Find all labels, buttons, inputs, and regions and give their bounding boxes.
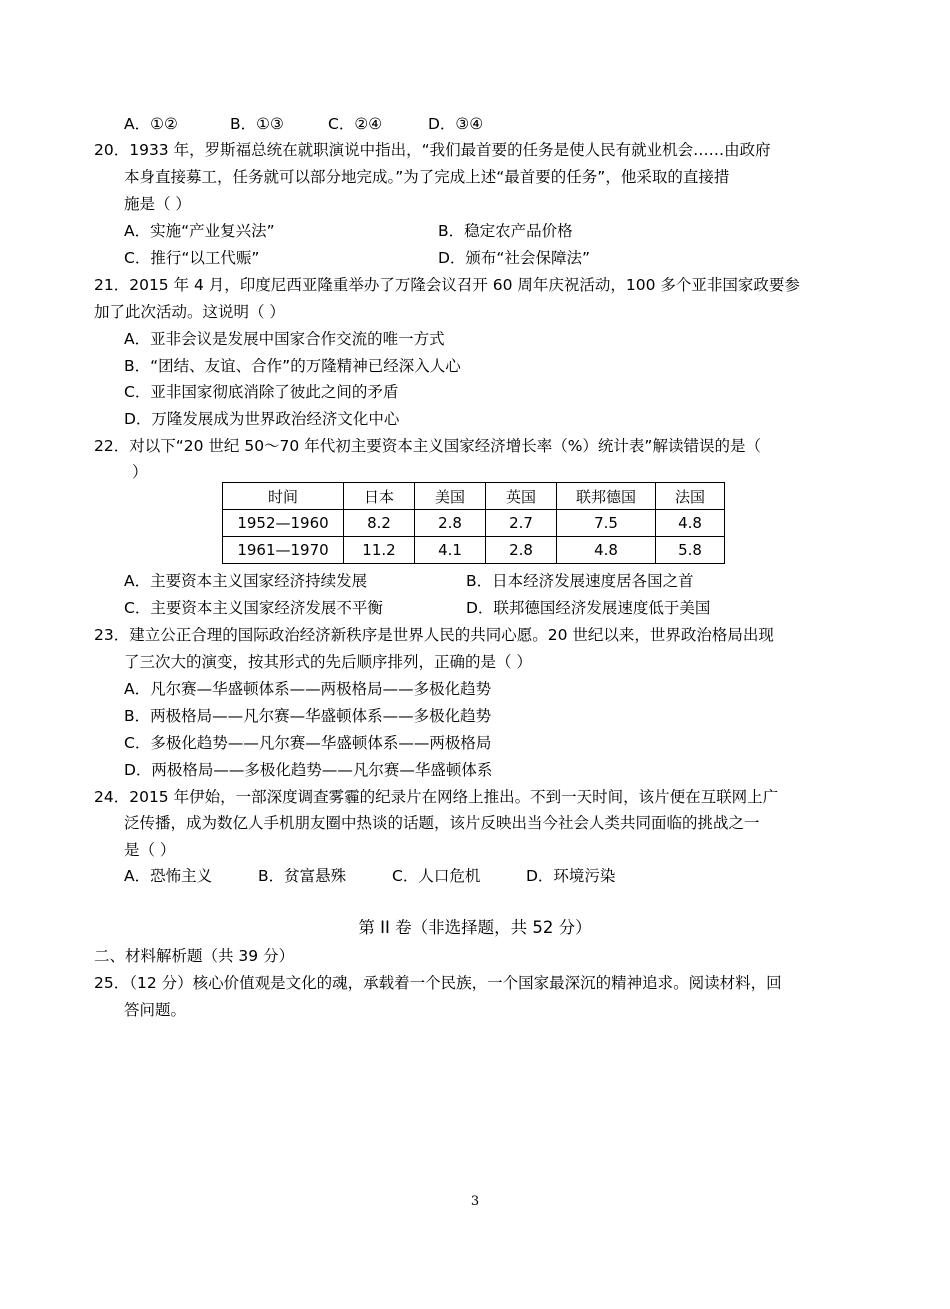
- q24-option-a: A．恐怖主义: [124, 867, 213, 885]
- q21-option-a: A．亚非会议是发展中国家合作交流的唯一方式: [124, 330, 445, 348]
- part-heading: 二、材料解析题（共 39 分）: [94, 947, 295, 965]
- q21-option-b: B．“团结、友谊、合作”的万隆精神已经深入人心: [124, 357, 461, 375]
- q21-stem-line-1: 21．2015 年 4 月，印度尼西亚隆重举办了万隆会议召开 60 周年庆祝活动，100 多个亚非国家政要参: [94, 276, 800, 294]
- table-cell: 2.8: [486, 537, 557, 564]
- table-cell: 5.8: [656, 537, 725, 564]
- table-header-cell: 法国: [656, 483, 725, 510]
- table-cell: 2.7: [486, 510, 557, 537]
- table-cell: 4.1: [415, 537, 486, 564]
- growth-rate-table: [222, 482, 725, 564]
- q19-option-c: C．②④: [328, 115, 383, 133]
- table-cell: 1961—1970: [223, 537, 344, 564]
- q20-stem-line-2: 本身直接募工，任务就可以部分地完成。”为了完成上述“最首要的任务”，他采取的直接措: [124, 168, 730, 186]
- q22-option-b: B．日本经济发展速度居各国之首: [466, 572, 694, 590]
- table-header-cell: 英国: [486, 483, 557, 510]
- q22-option-a: A．主要资本主义国家经济持续发展: [124, 572, 368, 590]
- table-header-cell: 联邦德国: [557, 483, 656, 510]
- q19-options: [124, 114, 483, 134]
- q20-stem-line-3: 施是（ ）: [124, 195, 191, 213]
- page-number: 3: [470, 1194, 480, 1209]
- q20-option-a: A．实施“产业复兴法”: [124, 222, 275, 240]
- table-cell: 1952—1960: [223, 510, 344, 537]
- q21-option-d: D．万隆发展成为世界政治经济文化中心: [124, 410, 400, 428]
- q24-option-b: B．贫富悬殊: [258, 867, 347, 885]
- table-cell: 2.8: [415, 510, 486, 537]
- table-cell: 4.8: [557, 537, 656, 564]
- q23-option-c: C．多极化趋势——凡尔赛—华盛顿体系——两极格局: [124, 734, 492, 752]
- table-header-cell: 美国: [415, 483, 486, 510]
- table-header-cell: 日本: [344, 483, 415, 510]
- table-cell: 11.2: [344, 537, 415, 564]
- section-2-title: 第 II 卷（非选择题，共 52 分）: [358, 918, 592, 937]
- table-row: [223, 537, 725, 564]
- q19-option-d: D．③④: [428, 115, 484, 133]
- q20-option-d: D．颁布“社会保障法”: [438, 249, 590, 267]
- q22-stem-line-2: ）: [132, 463, 148, 481]
- q24-option-d: D．环境污染: [526, 867, 616, 885]
- table-row: [223, 510, 725, 537]
- table-cell: 7.5: [557, 510, 656, 537]
- q23-option-d: D．两极格局——多极化趋势——凡尔赛—华盛顿体系: [124, 761, 493, 779]
- q24-options: [124, 866, 615, 886]
- q23-stem-line-1: 23．建立公正合理的国际政治经济新秩序是世界人民的共同心愿。20 世纪以来，世界政治格局出现: [94, 626, 774, 644]
- q25-stem-line-1: 25．（12 分）核心价值观是文化的魂，承载着一个民族，一个国家最深沉的精神追求。阅读材料，回: [94, 974, 782, 992]
- q19-option-a: A．①②: [124, 115, 178, 133]
- table-header-cell: 时间: [223, 483, 344, 510]
- q24-stem-line-1: 24．2015 年伊始，一部深度调查雾霾的纪录片在网络上推出。不到一天时间，该片便在互联网上广: [94, 788, 779, 806]
- q24-stem-line-2: 泛传播，成为数亿人手机朋友圈中热谈的话题，该片反映出当今社会人类共同面临的挑战之一: [124, 814, 760, 832]
- table-header-row: [223, 483, 725, 510]
- q22-option-c: C．主要资本主义国家经济发展不平衡: [124, 599, 383, 617]
- q25-stem-line-2: 答问题。: [124, 1001, 187, 1019]
- q24-option-c: C．人口危机: [392, 867, 481, 885]
- q23-stem-line-2: 了三次大的演变，按其形式的先后顺序排列，正确的是（ ）: [124, 653, 532, 671]
- q21-option-c: C．亚非国家彻底消除了彼此之间的矛盾: [124, 383, 399, 401]
- table-cell: 4.8: [656, 510, 725, 537]
- table-cell: 8.2: [344, 510, 415, 537]
- q19-option-b: B．①③: [230, 115, 284, 133]
- q20-option-c: C．推行“以工代赈”: [124, 249, 260, 267]
- q20-stem-line-1: 20．1933 年，罗斯福总统在就职演说中指出，“我们最首要的任务是使人民有就业机会……由政府: [94, 141, 771, 159]
- q22-stem-line-1: 22．对以下“20 世纪 50～70 年代初主要资本主义国家经济增长率（%）统计表”解读错误的是（: [94, 437, 761, 455]
- q22-option-d: D．联邦德国经济发展速度低于美国: [466, 599, 711, 617]
- q23-option-a: A．凡尔赛—华盛顿体系——两极格局——多极化趋势: [124, 680, 492, 698]
- q24-stem-line-3: 是（ ）: [124, 841, 176, 859]
- q23-option-b: B．两极格局——凡尔赛—华盛顿体系——多极化趋势: [124, 707, 492, 725]
- q21-stem-line-2: 加了此次活动。这说明（ ）: [94, 303, 285, 321]
- q20-option-b: B．稳定农产品价格: [438, 222, 573, 240]
